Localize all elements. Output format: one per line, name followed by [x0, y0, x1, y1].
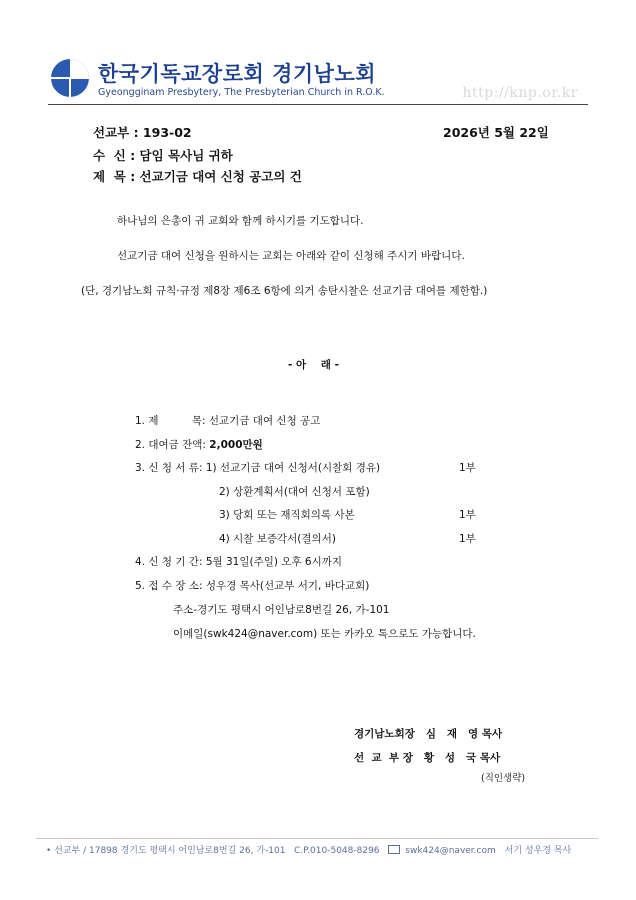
restriction-note: (단, 경기남노회 규칙·규정 제8장 제6조 6항에 의거 송탄시찰은 선교기금 대여를 제한함.): [81, 285, 488, 297]
item-documents-qty: 1부: [459, 462, 476, 474]
item-documents-sub4: 4) 시찰 보증각서(결의서): [219, 533, 336, 545]
org-name-korean: 한국기독교장로회 경기남노회: [98, 62, 377, 86]
item-title: 1. 제 목: 선교기금 대여 신청 공고: [135, 415, 321, 427]
seal-omitted-note: (직인생략): [481, 773, 526, 784]
item-balance-label: 2. 대여금 잔액:: [135, 439, 210, 451]
presbytery-logo-icon: [50, 58, 90, 98]
document-number: 선교부 : 193-02: [93, 125, 192, 140]
subject-line: 제 목 : 선교기금 대여 신청 공고의 건: [93, 169, 302, 184]
footer: [46, 843, 571, 856]
request-paragraph: 선교기금 대여 신청을 원하시는 교회는 아래와 같이 신청해 주시기 바랍니다.: [117, 250, 465, 262]
footer-email[interactable]: swk424@naver.com: [405, 846, 496, 856]
section-heading: - 아 래 -: [288, 359, 339, 371]
footer-contact: 서기 성우경 목사: [504, 846, 572, 856]
item-documents-sub2: 2) 상환계획서(대여 신청서 포함): [219, 486, 370, 498]
item-contact: 이메일(swk424@naver.com) 또는 카카오 톡으로도 가능합니다.: [173, 628, 476, 640]
item-location: 5. 접 수 장 소: 성우경 목사(선교부 서기, 바다교회): [135, 580, 370, 592]
letterhead-divider: [48, 104, 588, 105]
item-documents-sub3: 3) 당회 또는 재직회의록 사본: [219, 509, 355, 521]
item-balance: [135, 437, 263, 452]
org-name-english: Gyeongginam Presbytery, The Presbyterian Church in R.O.K.: [98, 87, 385, 98]
footer-divider: [36, 838, 598, 839]
website-link[interactable]: http://knp.or.kr: [462, 85, 578, 101]
footer-address: • 선교부 / 17898 경기도 평택시 어인남로8번길 26, 가-101 C.P.010-5048-8296: [46, 846, 380, 856]
mail-icon: [388, 845, 400, 854]
item-balance-value: 2,000만원: [209, 439, 263, 451]
signature-moderator: 경기남노회장 심 재 영 목사: [354, 728, 503, 740]
document-date: 2026년 5월 22일: [443, 125, 549, 140]
item-address: 주소-경기도 평택시 어인남로8번길 26, 가-101: [173, 604, 390, 616]
signature-mission-head: 선 교 부 장 황 성 국 목사: [354, 752, 501, 764]
recipient-line: 수 신 : 담임 목사님 귀하: [93, 148, 233, 163]
item-documents-sub4-qty: 1부: [459, 533, 476, 545]
item-documents: 3. 신 청 서 류: 1) 선교기금 대여 신청서(시찰회 경유): [135, 462, 381, 474]
item-period: 4. 신 청 기 간: 5월 31일(주일) 오후 6시까지: [135, 556, 343, 568]
item-documents-sub3-qty: 1부: [459, 509, 476, 521]
greeting-paragraph: 하나님의 은총이 귀 교회와 함께 하시기를 기도합니다.: [117, 215, 364, 227]
